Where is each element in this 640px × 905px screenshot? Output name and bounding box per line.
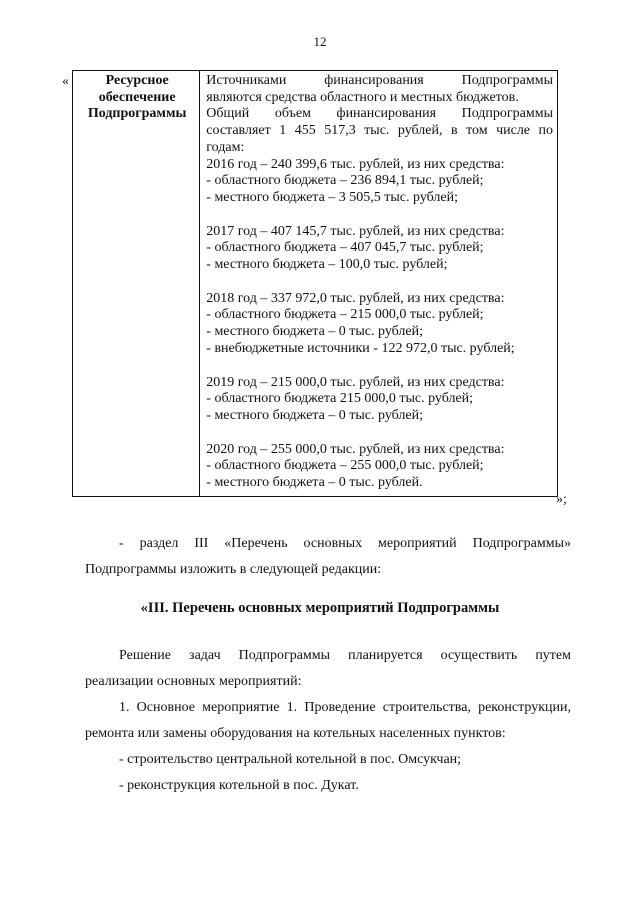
intro-line: являются средства областного и местных бюджетов. (206, 89, 519, 105)
year-header: 2020 год – 255 000,0 тыс. рублей, из них средства: (206, 441, 505, 457)
year-line: - областного бюджета 215 000,0 тыс. рублей; (206, 391, 474, 407)
spacer (206, 274, 553, 291)
resource-content-cell (200, 71, 558, 497)
paragraph-tasks (85, 643, 571, 695)
year-header: 2017 год – 407 145,7 тыс. рублей, из них средства: (206, 223, 505, 239)
paragraph-line: Решение задач Подпрограммы планируется осуществить путем (119, 648, 571, 663)
year-line: - областного бюджета – 407 045,7 тыс. рублей; (206, 240, 484, 256)
year-header: 2019 год – 215 000,0 тыс. рублей, из них средства: (206, 374, 505, 390)
paragraph-line: 1. Основное мероприятие 1. Проведение строительства, реконструкции, (119, 700, 571, 715)
opening-quote: « (62, 74, 69, 89)
intro-line: Источниками финансирования Подпрограммы (206, 73, 553, 88)
paragraph-line: ремонта или замены оборудования на котельных населенных пунктов: (85, 726, 506, 741)
year-block-2019 (206, 375, 553, 425)
paragraph-section-change (85, 531, 571, 583)
closing-quote: »; (556, 492, 567, 507)
intro-line: годам: (206, 139, 245, 155)
year-block-2016 (206, 157, 553, 207)
year-block-2020 (206, 442, 553, 492)
resource-label-cell (73, 71, 200, 497)
page-number: 12 (313, 34, 327, 49)
measure-list (85, 747, 571, 799)
year-line: - местного бюджета – 0 тыс. рублей; (206, 324, 424, 340)
spacer (206, 358, 553, 375)
resource-table (72, 70, 558, 497)
paragraph-line: Подпрограммы изложить в следующей редакции: (85, 562, 382, 577)
list-item: - реконструкция котельной в пос. Дукат. (119, 778, 359, 793)
paragraph-measure-1 (85, 695, 571, 747)
paragraph-line: реализации основных мероприятий: (85, 674, 302, 689)
year-block-2018 (206, 291, 553, 358)
paragraph-line: - раздел III «Перечень основных мероприятий Подпрограммы» (119, 536, 571, 551)
year-line: - местного бюджета – 0 тыс. рублей. (206, 475, 423, 491)
year-line: - областного бюджета – 215 000,0 тыс. рублей; (206, 307, 484, 323)
year-line: - областного бюджета – 236 894,1 тыс. рублей; (206, 173, 484, 189)
label-line: обеспечение (98, 89, 176, 105)
label-line: Ресурсное (105, 73, 169, 88)
year-line: - областного бюджета – 255 000,0 тыс. рублей; (206, 458, 484, 474)
spacer (206, 207, 553, 224)
year-line: - местного бюджета – 100,0 тыс. рублей; (206, 257, 448, 273)
year-line: - местного бюджета – 3 505,5 тыс. рублей; (206, 189, 459, 205)
spacer (206, 425, 553, 442)
list-item: - строительство центральной котельной в пос. Омсукчан; (119, 752, 462, 767)
year-line: - местного бюджета – 0 тыс. рублей; (206, 407, 424, 423)
year-header: 2016 год – 240 399,6 тыс. рублей, из них средства: (206, 156, 505, 172)
year-line: - внебюджетные источники - 122 972,0 тыс. рублей; (206, 340, 515, 356)
label-line: Подпрограммы (87, 106, 187, 122)
intro-line: Общий объем финансирования Подпрограммы (206, 106, 553, 122)
intro-line: составляет 1 455 517,3 тыс. рублей, в том числе по (206, 123, 553, 139)
year-header: 2018 год – 337 972,0 тыс. рублей, из них средства: (206, 290, 505, 306)
year-block-2017 (206, 224, 553, 274)
section-heading: «III. Перечень основных мероприятий Подпрограммы (140, 600, 500, 616)
